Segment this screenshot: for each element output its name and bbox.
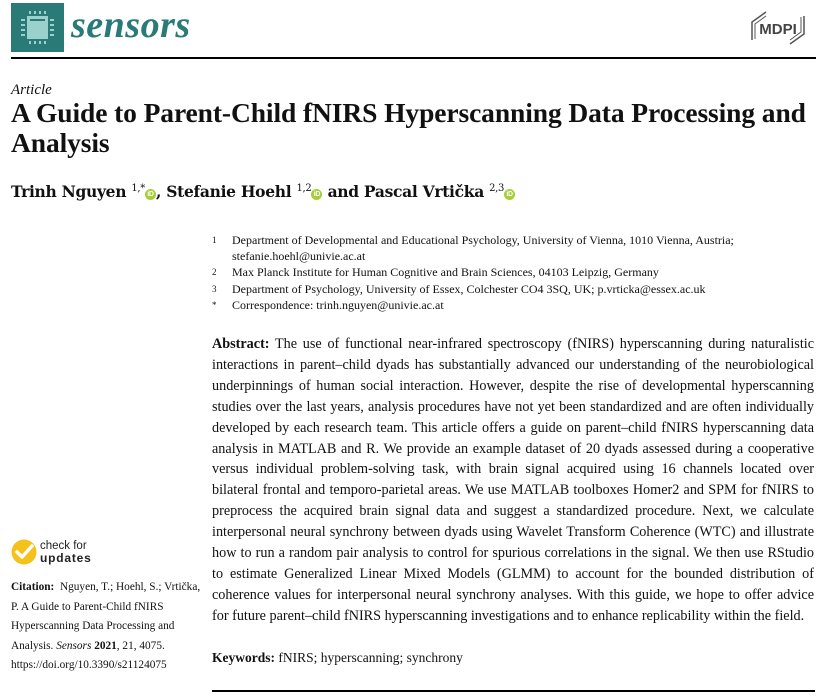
- keywords-label: Keywords:: [212, 650, 275, 665]
- author-affiliation-mark: 2,3: [489, 183, 505, 194]
- header-divider: [11, 57, 816, 59]
- chip-icon: [11, 3, 64, 52]
- author-name[interactable]: Stefanie Hoehl: [166, 182, 292, 201]
- journal-name: sensors: [71, 4, 191, 46]
- correspondence-item: * Correspondence: trinh.nguyen@univie.ac.at: [212, 297, 444, 312]
- mdpi-logo-text: MDPI: [759, 21, 797, 38]
- journal-logo: [11, 3, 64, 52]
- orcid-icon[interactable]: iD: [145, 189, 156, 200]
- orcid-icon[interactable]: iD: [504, 189, 515, 200]
- affiliations: [212, 232, 812, 313]
- article-type: Article: [11, 82, 52, 98]
- mdpi-logo: [748, 6, 808, 50]
- doi-link[interactable]: , 21, 4075. https://doi.org/10.3390/s21124075: [11, 639, 167, 672]
- article-title: A Guide to Parent-Child fNIRS Hyperscanning Data Processing and Analysis: [11, 97, 806, 158]
- keywords: [212, 650, 463, 666]
- check-for-updates-button[interactable]: check for updates: [11, 539, 92, 565]
- affiliation-item: 3 Department of Psychology, University of Essex, Colchester CO4 3SQ, UK; p.vrticka@essex.ac.uk: [212, 281, 706, 296]
- author-name[interactable]: Pascal Vrtička: [363, 182, 484, 201]
- author-affiliation-mark: 1,2: [296, 183, 312, 194]
- citation-label: Citation:: [11, 581, 55, 593]
- abstract: [212, 334, 814, 627]
- keywords-text: fNIRS; hyperscanning; synchrony: [278, 650, 463, 665]
- author-name[interactable]: Trinh Nguyen: [11, 182, 127, 201]
- author-list: Trinh Nguyen $^{1,*}$iD , Stefanie Hoehl $^{1,2}$iD and Pascal Vrtička $^{2,3}$iD: [11, 182, 515, 201]
- section-divider: [212, 690, 815, 692]
- abstract-text: The use of functional near-infrared spectroscopy (fNIRS) hyperscanning during naturalistic interactions in parent–child dyads has substantially advanced our understanding of the neurobiological underpinnings of human social interaction. However, despite the rise of developmental hyperscanning studies over the last years, analysis procedures have not yet been standardized and are often individually developed by each research team. This article offers a guide on parent–child fNIRS hyperscanning data analysis in MATLAB and R. We provide an example dataset of 20 dyads assessed during a cooperative versus individual problem-solving task, with brain signal acquired using 16 channels located over bilateral frontal and temporo-parietal areas. We use MATLAB toolboxes Homer2 and SPM for fNIRS to preprocess the acquired brain signal data and suggest a standardized procedure. Next, we calculate interpersonal neural synchrony between dyads using Wavelet Transform Coherence (WTC) and illustrate how to run a random pair analysis to control for spurious correlations in the signal. We then use RStudio to estimate Generalized Linear Mixed Models (GLMM) to account for the bounded distribution of coherence values for interpersonal neural synchrony analyses. With this guide, we hope to offer advice for future parent–child fNIRS hyperscanning investigations and to enhance replicability within the field.: [212, 336, 815, 624]
- affiliation-item: 2 Max Planck Institute for Human Cognitive and Brain Sciences, 04103 Leipzig, Germany: [212, 265, 659, 280]
- orcid-icon[interactable]: iD: [311, 189, 322, 200]
- affiliation-item: 1 Department of Developmental and Educational Psychology, University of Vienna, 1010 Vienna, Austria; stefanie.hoehl@univie.ac.at: [212, 233, 734, 264]
- citation: Citation: Nguyen, T.; Hoehl, S.; Vrtička, P. A Guide to Parent-Child fNIRS Hyperscanning Data Processing and Analysis. Sensors 2021, 21, 4075. https://doi.org/10.3390/s21124075: [11, 581, 201, 672]
- checkmark-icon: [11, 539, 37, 565]
- author-affiliation-mark: 1,*: [131, 183, 145, 194]
- abstract-label: Abstract:: [212, 336, 270, 352]
